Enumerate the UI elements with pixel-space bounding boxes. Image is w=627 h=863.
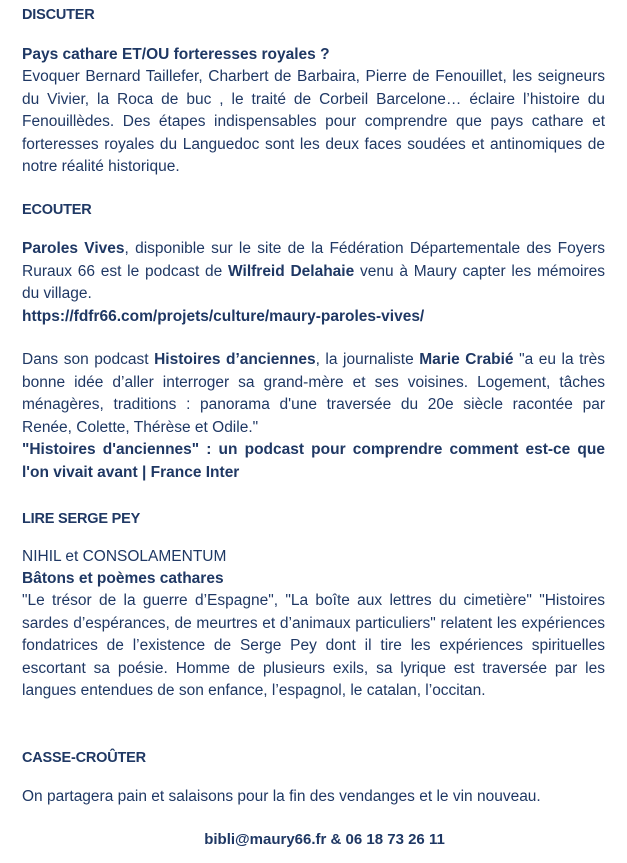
section-title-discuter: DISCUTER — [22, 7, 95, 23]
casse-crouter-body: On partagera pain et salaisons pour la fin des vendanges et le vin nouveau. — [22, 788, 541, 805]
section-title-casse-crouter: CASSE-CROÛTER — [22, 750, 146, 766]
section-title-ecouter: ECOUTER — [22, 202, 92, 218]
author-marie-crabie: Marie Crabié — [419, 351, 514, 368]
ecouter-p2-text-b: , la journaliste — [315, 351, 420, 368]
ecouter-paragraph-2 — [22, 349, 605, 439]
podcast-name-paroles-vives: Paroles Vives — [22, 240, 125, 257]
france-inter-link[interactable]: "Histoires d'anciennes" : un podcast pour comprendre comment est-ce que l'on vivait avant | France Inter — [22, 441, 605, 481]
ecouter-paragraph-1 — [22, 238, 605, 306]
discuter-body: Evoquer Bernard Taillefer, Charbert de Barbaira, Pierre de Fenouillet, les seigneurs du Vivier, la Roca de buc , le traité de Corbeil Barcelone… éclaire l’histoire du Fenouillèdes. Des étapes indispensables pour comprendre que pays cathare et forteresses royales du Languedoc sont les deux faces soudées et antinomiques de notre réalité historique. — [22, 68, 605, 175]
ecouter-p1-text-a: , disponible sur le site de la Fédération Départementale des Foyers Ruraux 66 est le podcast de — [22, 240, 605, 280]
paroles-vives-link[interactable]: https://fdfr66.com/projets/culture/maury-paroles-vives/ — [22, 308, 425, 325]
section-title-lire: LIRE SERGE PEY — [22, 511, 141, 527]
ecouter-p2-text-c: "a eu la très bonne idée d’aller interroger sa grand-mère et ses voisines. Logement, tâches ménagères, traditions : panorama d'une traversée du 20e siècle racontée par Renée, Colette, Thérèse et Odile." — [22, 351, 605, 436]
lire-body: "Le trésor de la guerre d’Espagne", "La boîte aux lettres du cimetière" "Histoires sardes d’espérances, de meurtres et d’animaux particuliers" relatent les expériences fondatrices de l’existence de Serge Pey dont il tire les expériences spirituelles escortant sa poésie. Homme de plusieurs exils, sa lyrique est traversée par les langues entendues de son enfance, l’espagnol, le catalan, l’occitan. — [22, 592, 605, 699]
ecouter-p2-text-a: Dans son podcast — [22, 351, 155, 368]
author-wilfreid-delahaie: Wilfreid Delahaie — [228, 262, 355, 280]
lire-subtitle: Bâtons et poèmes cathares — [22, 570, 224, 587]
lire-book-line: NIHIL et CONSOLAMENTUM — [22, 548, 227, 565]
ecouter-p1-text-b: venu à Maury capter les mémoires du village. — [22, 262, 605, 302]
discuter-subtitle: Pays cathare ET/OU forteresses royales ? — [22, 46, 330, 63]
podcast-name-histoires-anciennes: Histoires d’anciennes — [154, 351, 316, 368]
footer-contact[interactable]: bibli@maury66.fr & 06 18 73 26 11 — [204, 831, 445, 848]
